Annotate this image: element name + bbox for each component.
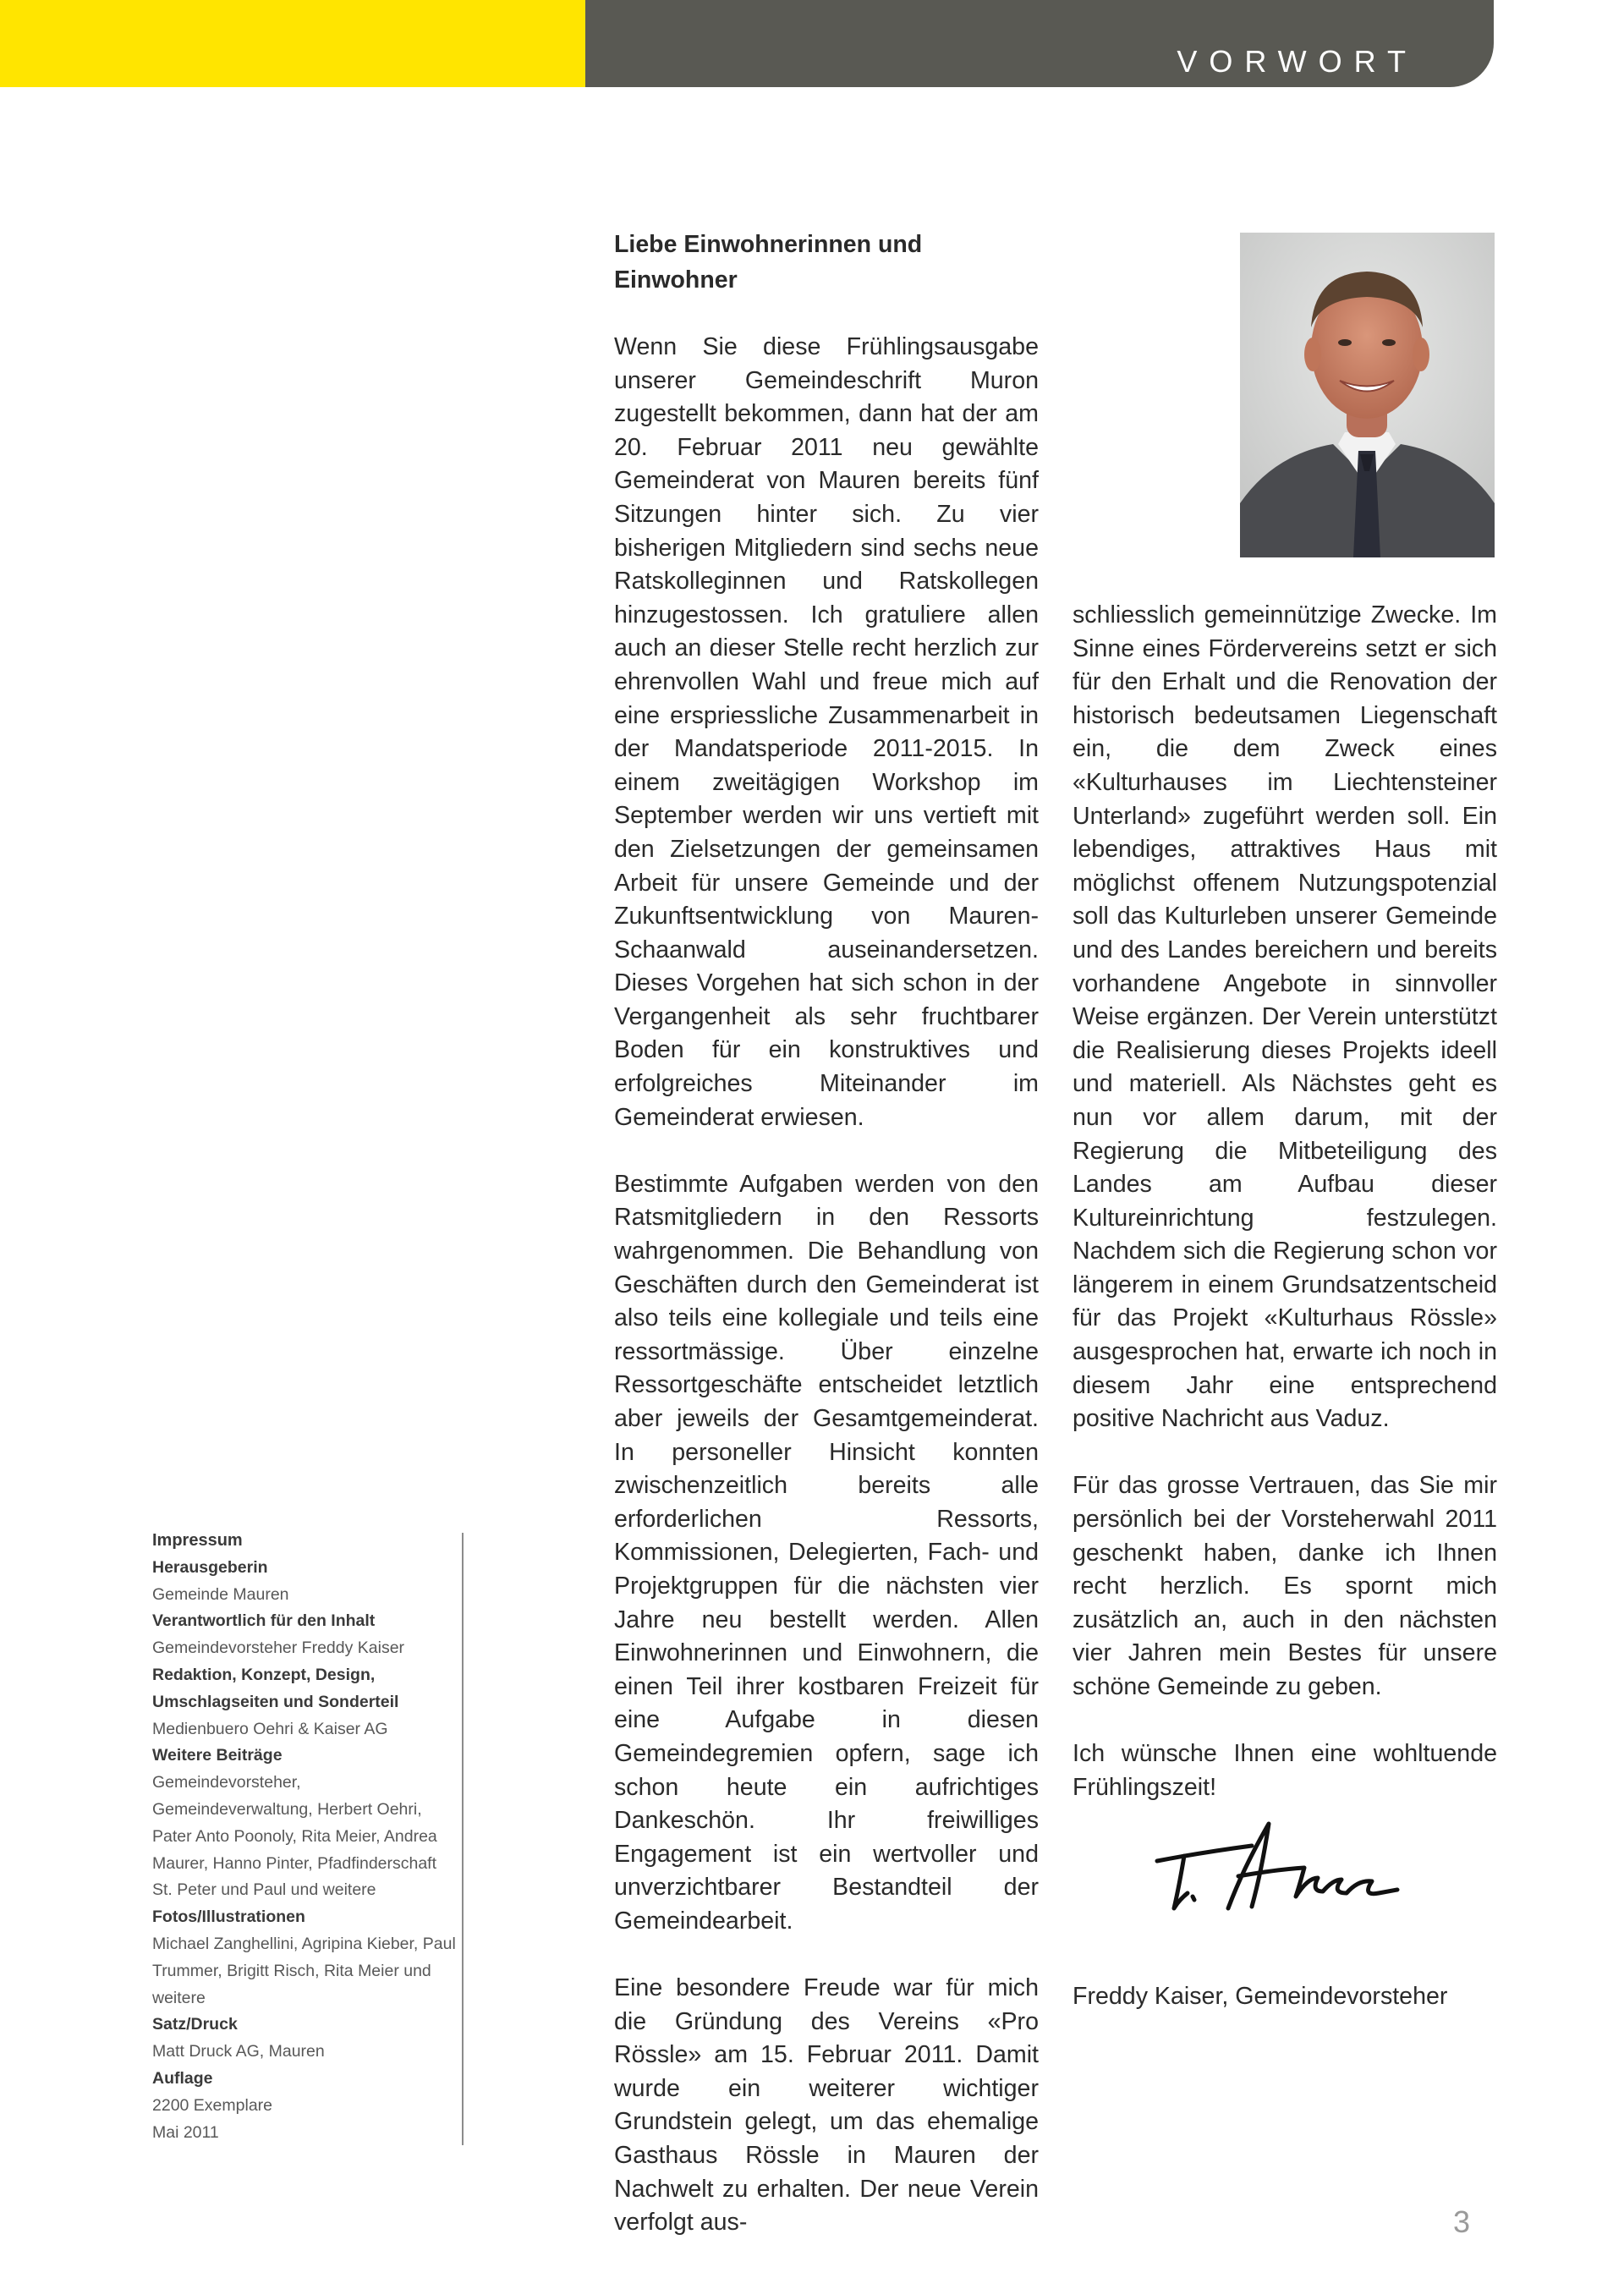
impressum-text: Medienbuero Oehri & Kaiser AG [152,1719,388,1738]
page-number: 3 [1453,2204,1471,2239]
impressum-text: Gemeindevorsteher, Gemeindeverwaltung, Herbert Oehri, Pater Anto Poonoly, Rita Meier, Andrea Maurer, Hanno Pinter, Pfadfinderschaft St. Peter und Paul und weitere [152,1773,437,1900]
impressum-text: Michael Zanghellini, Agripina Kieber, Paul Trummer, Brigitt Risch, Rita Meier und weitere [152,1934,456,2007]
article-paragraph: Ich wünsche Ihnen eine wohltuende Frühlingszeit! [1073,1740,1497,1801]
section-label: VORWORT [1177,44,1418,79]
impressum-heading: Weitere Beiträge [152,1746,283,1765]
impressum-text: Matt Druck AG, Mauren [152,2042,325,2061]
impressum-box [152,1528,457,2146]
article-column-1 [614,331,1039,2273]
impressum-text: 2200 Exemplare [152,2095,273,2115]
impressum-title: Impressum [152,1531,243,1550]
impressum-heading: Verantwortlich für den Inhalt [152,1611,376,1631]
impressum-text: Gemeinde Mauren [152,1584,289,1604]
portrait-illustration [1240,233,1495,557]
article-paragraph: Eine besondere Freude war für mich die Gründung des Vereins «Pro Rössle» am 15. Februar 2011. Damit wurde ein weiterer wichtiger Grundstein gelegt, um das ehemalige Gasthaus Rössle in Mauren der Nachwelt zu erhalten. Der neue Verein verfolgt aus- [614,1974,1039,2237]
article-paragraph: Bestimmte Aufgaben werden von den Ratsmitgliedern in den Ressorts wahrgenommen. Die Behandlung von Geschäften durch den Gemeinderat ist also teils eine kollegiale und teils eine ressortmässige. Über einzelne Ressortgeschäfte entscheidet letztlich aber jeweils der Gesamtgemeinderat. In personeller Hinsicht konnten zwischenzeitlich bereits alle erforderlichen Ressorts, Kommissionen, Delegierten, Fach- und Projektgruppen für die nächsten vier Jahre neu bestellt werden. Allen Einwohnerinnen und Einwohnern, die einen Teil ihrer kostbaren Freizeit für eine Aufgabe in diesen Gemeindegremien opfern, sage ich schon heute ein aufrichtiges Dankeschön. Ihr freiwilliges Engagement ist ein wertvoller und unverzichtbarer Bestandteil der Gemeindearbeit. [614,1170,1039,1935]
greeting-heading: Liebe Einwohnerinnen und Einwohner [614,231,923,294]
impressum-heading: Satz/Druck [152,2015,238,2034]
signature-graphic [1150,1809,1404,1927]
impressum-heading: Auflage [152,2068,213,2088]
article-column-2 [1073,599,1497,1838]
impressum-date: Mai 2011 [152,2122,219,2142]
impressum-divider [462,1533,464,2145]
impressum-heading: Fotos/Illustrationen [152,1907,305,1927]
signer-name: Freddy Kaiser, Gemeindevorsteher [1073,1983,1448,2010]
article-paragraph: Wenn Sie diese Frühlingsausgabe unserer Gemeindeschrift Muron zugestellt bekommen, dann hat der am 20. Februar 2011 neu gewählte Gemeinderat von Mauren bereits fünf Sitzungen hinter sich. Zu vier bisherigen Mitgliedern sind sechs neue Ratskolleginnen und Ratskollegen hinzugestossen. Ich gratuliere allen auch an dieser Stelle recht herzlich zur ehrenvollen Wahl und freue mich auf eine erspriessliche Zusammenarbeit in der Mandatsperiode 2011-2015. In einem zweitägigen Workshop im September werden wir uns vertieft mit den Zielsetzungen der gemeinsamen Arbeit für unsere Gemeinde und der Zukunftsentwicklung von Mauren-Schaanwald auseinandersetzen. Dieses Vorgehen hat sich schon in der Vergangenheit als sehr fruchtbarer Boden für ein konstruktives und erfolgreiches Miteinander im Gemeinderat erwiesen. [614,333,1039,1131]
impressum-heading: Herausgeberin [152,1557,268,1577]
article-paragraph: Für das grosse Vertrauen, das Sie mir persönlich bei der Vorsteherwahl 2011 geschenkt haben, danke ich Ihnen recht herzlich. Es spornt mich zusätzlich an, auch in den nächsten vier Jahren mein Bestes für unsere schöne Gemeinde zu geben. [1073,1472,1497,1700]
header-gray-bar [585,0,1494,87]
impressum-heading: Redaktion, Konzept, Design, Umschlagseiten und Sonderteil [152,1665,399,1711]
impressum-text: Gemeindevorsteher Freddy Kaiser [152,1639,405,1658]
header-yellow-bar [0,0,585,87]
portrait-photo [1240,233,1495,557]
article-paragraph: schliesslich gemeinnützige Zwecke. Im Sinne eines Fördervereins setzt er sich für den Erhalt und die Renovation der historisch bedeutsamen Liegenschaft ein, die dem Zweck eines «Kulturhauses im Liechtensteiner Unterland» zugeführt werden soll. Ein lebendiges, attraktives Haus mit möglichst offenem Nutzungspotenzial soll das Kulturleben unserer Gemeinde und des Landes bereichern und bereits vorhandene Angebote in sinnvoller Weise ergänzen. Der Verein unterstützt die Realisierung dieses Projekts ideell und materiell. Als Nächstes geht es nun vor allem darum, mit der Regierung die Mitbeteiligung des Landes am Aufbau dieser Kultureinrichtung festzulegen. Nachdem sich die Regierung schon vor längerem in einem Grundsatzentscheid für das Projekt «Kulturhaus Rössle» ausgesprochen hat, erwarte ich noch in diesem Jahr eine entsprechend positive Nachricht aus Vaduz. [1073,601,1497,1433]
